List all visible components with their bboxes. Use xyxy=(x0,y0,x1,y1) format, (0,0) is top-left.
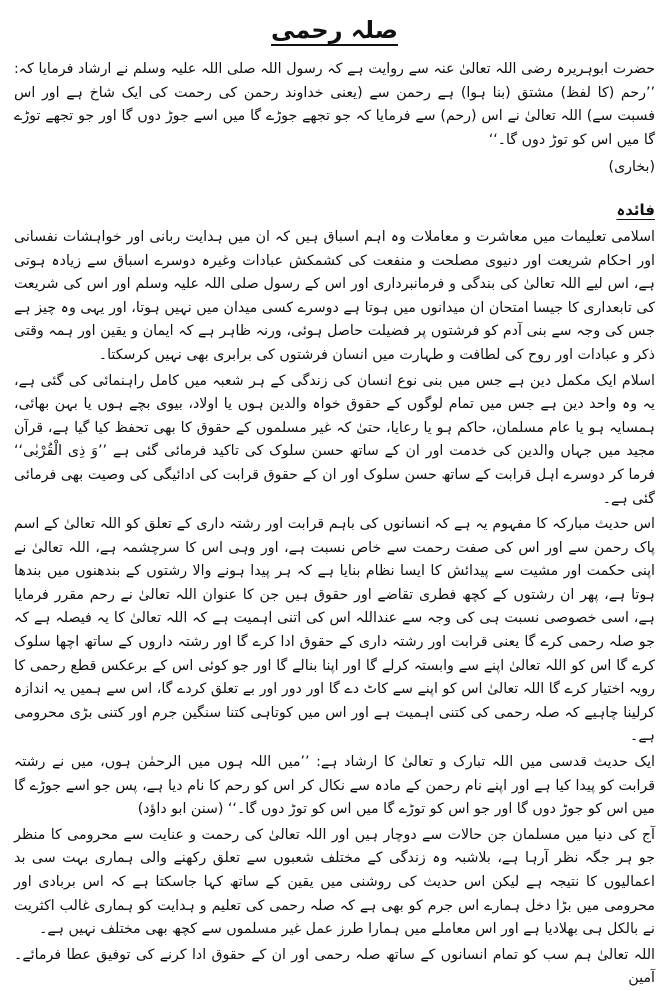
paragraph-5: آج کی دنیا میں مسلمان جن حالات سے دوچار ہیں اور اللہ تعالیٰ کی رحمت و عنایت سے محرومی کا منظر جو ہر جگہ نظر آرہا ہے، بلاشبہ وہ زندگی کے مختلف شعبوں سے تعلق رکھنے والی ہماری بہت سی بد اعمالیوں کا نتیجہ ہے لیکن اس حدیث کی روشنی میں یقین کے ساتھ کہا جاسکتا ہے کہ اس بربادی اور محرومی میں بڑا دخل ہمارے اس جرم کو بھی ہے کہ صلہ رحمی کی تعلیم و ہدایت کو ہماری غالب اکثریت نے بالکل ہی بھلادیا ہے اور اس معاملے میں ہمارا طرز عمل غیر مسلموں سے کچھ بھی مختلف نہیں ہے۔ xyxy=(14,826,655,938)
hadith-source: (بخاری) xyxy=(608,159,655,176)
paragraph-2: اسلام ایک مکمل دین ہے جس میں بنی نوع انسان کی زندگی کے ہر شعبہ میں کامل راہنمائی کی گئی ہے، یہ وہ واحد دین ہے جس میں تمام لوگوں کے حقوق خواہ والدین ہوں یا اولاد، بیوی بچے ہوں یا بہن بھائی، ہمسایہ ہو یا عام مسلمان، حاکم ہو یا رعایا، حتیٰ کہ غیر مسلموں کے حقوق کا بھی تحفظ کیا گیا ہے، قرآن مجید میں جہاں والدین کی خدمت اور ان کے ساتھ حسن سلوک کی تاکید فرمائی گئی ہے ’’وَ ذِی الْقُرْبٰی‘‘ فرما کر دوسرے اہل قرابت کے ساتھ حسن سلوک اور ان کے حقوق قرابت کی ادائیگی کی وصیت بھی فرمائی گئی ہے۔ xyxy=(14,372,655,507)
section-heading: فائدہ xyxy=(616,200,655,219)
paragraph-4: ایک حدیث قدسی میں اللہ تبارک و تعالیٰ کا ارشاد ہے: ’’میں اللہ ہوں میں الرحمٰن ہوں، میں نے رشتہ قرابت کو پیدا کیا ہے اور اپنے نام رحمن کے مادہ سے نکال کر اس کو رحم کا نام دیا ہے، پس جو اسے جوڑے گا میں اس کو جوڑ دوں گا اور جو اس کو توڑے گا میں اس کو توڑ دوں گا۔‘‘ (سنن ابو داؤد) xyxy=(14,754,655,818)
page-title: صلہ رحمی xyxy=(271,16,398,44)
hadith-text: حضرت ابوہریرہ رضی اللہ تعالیٰ عنہ سے روایت ہے کہ رسول اللہ صلی اللہ علیہ وسلم نے ارشاد فرمایا کہ: ’’رحم (کا لفظ) مشتق (بنا ہوا) ہے رحمن سے (یعنی خداوند رحمن کی رحمت کی ایک شاخ ہے اور اس فسبت سے) اللہ تعالیٰ نے اس (رحم) سے فرمایا کہ جو تجھے جوڑے گا میں اسے جوڑ دوں گا اور جو تجھے توڑے گا میں اس کو توڑ دوں گا۔‘‘ xyxy=(14,61,655,148)
paragraph-6: اللہ تعالیٰ ہم سب کو تمام انسانوں کے ساتھ صلہ رحمی اور ان کے حقوق ادا کرنے کی توفیق عطا فرمائے۔ آمین xyxy=(14,946,655,987)
paragraph-1: اسلامی تعلیمات میں معاشرت و معاملات وہ اہم اسباق ہیں کہ ان میں ہدایت ربانی اور خواہشات نفسانی اور احکام شریعت اور دنیوی مصلحت و منفعت کی کشمکش عبادات وغیرہ دوسرے اسباق سے زیادہ ہوتی ہے، اس لیے اللہ تعالیٰ کی بندگی و فرمانبرداری اور اس کے رسول صلی اللہ علیہ وسلم اور اس کی شریعت کی تابعداری کا جیسا امتحان ان میدانوں میں ہوتا ہے دوسرے کسی میدان میں نہیں ہوتا، اور یہی وہ چیز ہے جس کی وجہ سے بنی آدم کو فرشتوں پر فضیلت حاصل ہوئی، ورنہ ظاہر ہے کہ ایمان و یقین اور ہمہ وقتی ذکر و عبادات اور روح کی لطافت و طہارت میں انسان فرشتوں کی برابری بھی نہیں کرسکتا۔ xyxy=(14,228,655,363)
paragraph-3: اس حدیث مبارکہ کا مفہوم یہ ہے کہ انسانوں کی باہم قرابت اور رشتہ داری کے تعلق کو اللہ تعالیٰ کے اسم پاک رحمن سے اور اس کی صفت رحمت سے خاص نسبت ہے، اور وہی اس کا سرچشمہ ہے، اللہ تعالیٰ نے اپنی حکمت اور مشیت سے پیدائش کا ایسا نظام بنایا ہے کہ ہر پیدا ہونے والا رشتوں کے بندھنوں میں بندھا ہوتا ہے، پھر ان رشتوں کے کچھ فطری تقاضے اور حقوق ہیں جن کا عنوان اللہ تعالیٰ نے رحم مقرر فرمایا ہے، اسی خصوصی نسبت ہی کی وجہ سے عنداللہ اس کی اتنی اہمیت ہے کہ اللہ تعالیٰ کا یہ فیصلہ ہے کہ جو صلہ رحمی کرے گا یعنی قرابت اور رشتہ داری کے حقوق ادا کرے گا اور رشتہ داروں کے ساتھ اچھا سلوک کرے گا اس کو اللہ تعالیٰ اپنے سے وابستہ کرلے گا اور اپنا بنالے گا اور جو کوئی اس کے برعکس قطع رحمی کا رویہ اختیار کرے گا اللہ تعالیٰ اس کو اپنے سے کاٹ دے گا اور دور اور بے تعلق کردے گا، اس سے ہمیں یہ اندازہ کرلینا چاہیے کہ صلہ رحمی کی کتنی اہمیت ہے اور اس میں کوتاہی کتنا سنگین جرم اور کتنی بڑی محرومی ہے۔ xyxy=(14,516,655,745)
